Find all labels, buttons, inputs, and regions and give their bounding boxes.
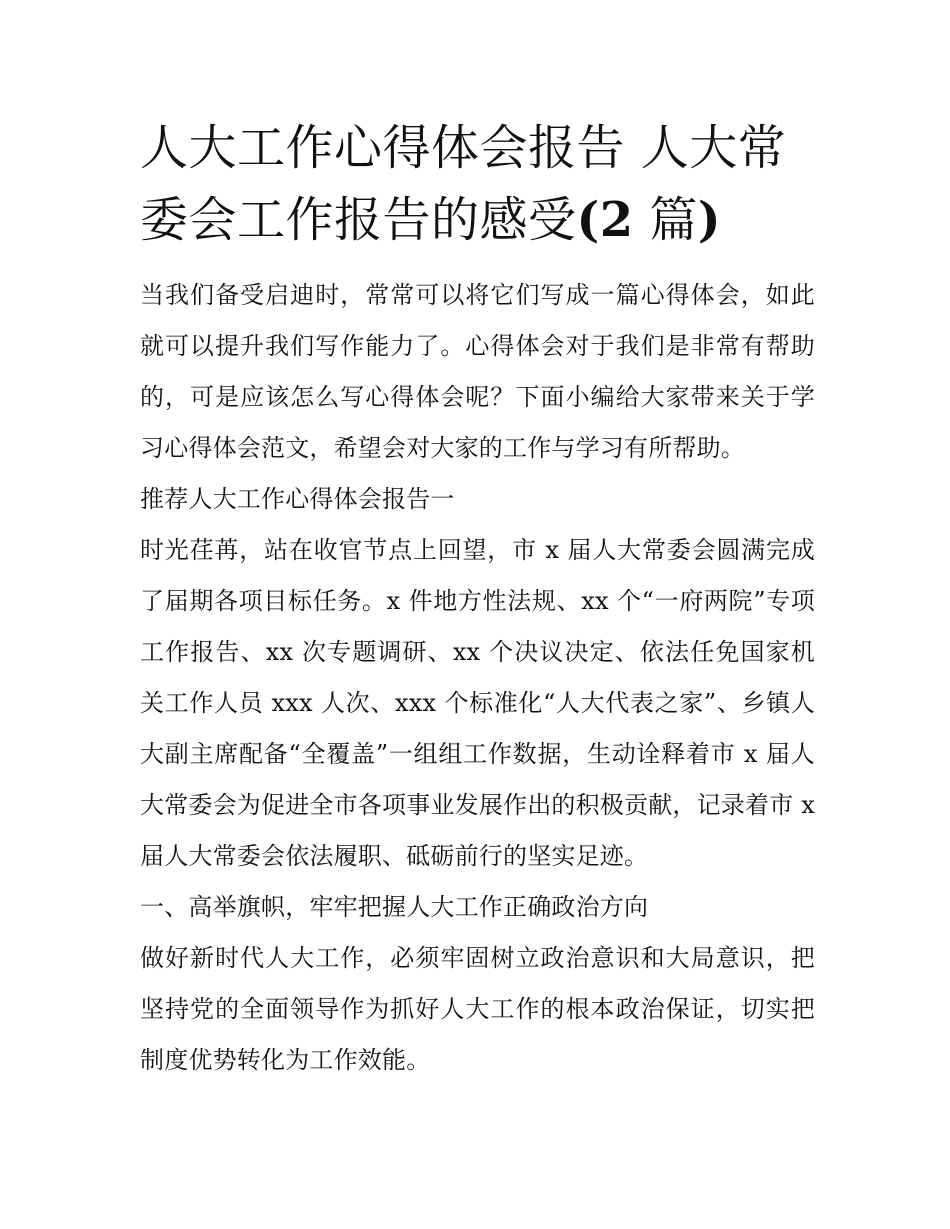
title-count-unit: 篇 xyxy=(633,192,698,248)
section-heading-one: 一、高举旗帜，牢牢把握人大工作正确政治方向 xyxy=(140,893,649,921)
title-count-close: ) xyxy=(697,192,722,248)
body-paragraph-achievements: 时光荏苒，站在收官节点上回望，市 x 届人大常委会圆满完成了届期各项目标任务。x 件地方性法规、xx 个“一府两院”专项工作报告、xx 次专题调研、xx 个决议决定、依法任免国家机关工作人员 xxx 人次、xxx 个标准化“人大代表之家”、乡镇人大副主席配备“全覆盖”一组组工作数据，生动诠释着市 x 届人大常委会为促进全市各项事业发展作出的积极贡献，记录着市 x 届人大常委会依法履职、砥砺前行的坚实足迹。 xyxy=(140,536,815,870)
document-title xyxy=(140,112,815,256)
body-paragraph-political-direction: 做好新时代人大工作，必须牢固树立政治意识和大局意识，把坚持党的全面领导作为抓好人大工作的根本政治保证，切实把制度优势转化为工作效能。 xyxy=(140,944,815,1074)
document-content xyxy=(140,112,815,1086)
title-count-open: (2 xyxy=(576,192,634,248)
intro-paragraph: 当我们备受启迪时，常常可以将它们写成一篇心得体会，如此就可以提升我们写作能力了。心得体会对于我们是非常有帮助的，可是应该怎么写心得体会呢？下面小编给大家带来关于学习心得体会范文，希望会对大家的工作与学习有所帮助。 xyxy=(140,281,815,462)
section-heading-report-one: 推荐人大工作心得体会报告一 xyxy=(140,485,455,513)
title-text: 人大工作心得体会报告 人大常委会工作报告的感受 xyxy=(140,120,787,248)
